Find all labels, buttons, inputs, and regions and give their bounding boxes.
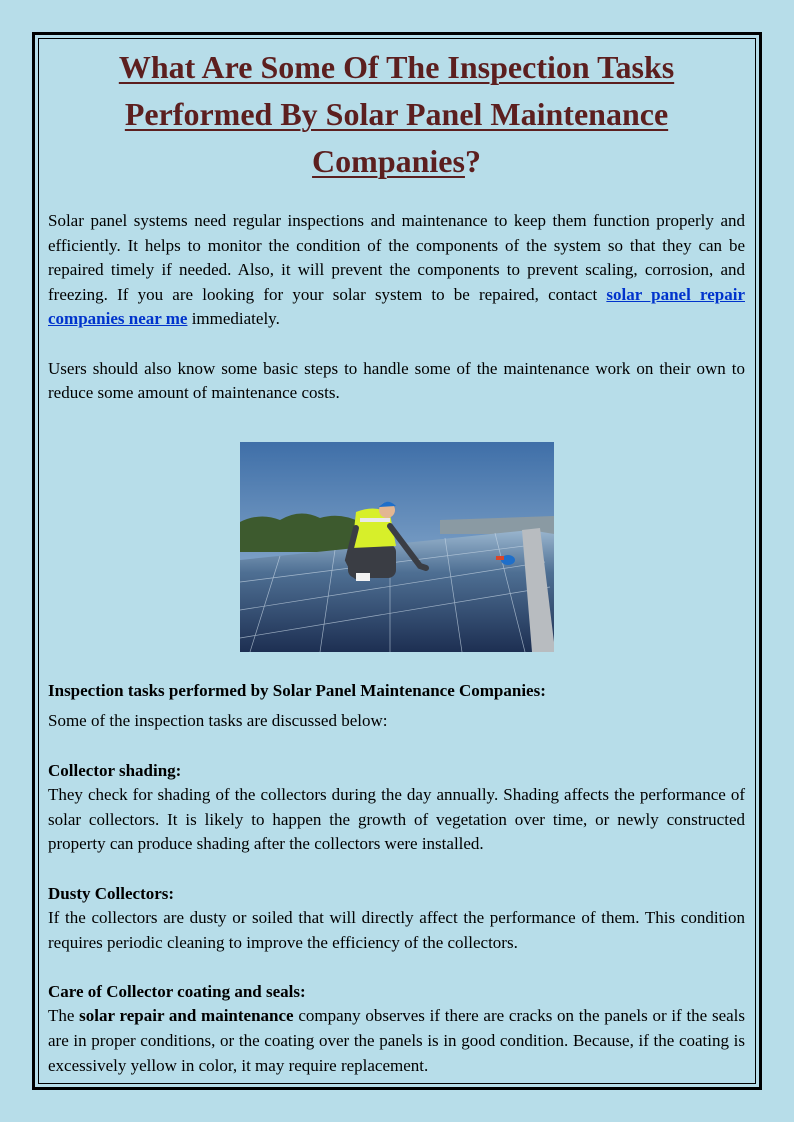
intro-text-after: immediately. [187, 309, 280, 329]
title-question-mark: ? [464, 143, 481, 179]
document-body [48, 44, 745, 1078]
coating-bold-phrase: solar repair and maintenance [79, 1006, 294, 1026]
inspection-intro: Some of the inspection tasks are discussed below: [48, 711, 388, 731]
section-title-dusty: Dusty Collectors: [48, 883, 175, 903]
section-body-shading: They check for shading of the collectors during the day annually. Shading affects the performance of solar collectors. It is likely to happen the growth of vegetation over time, or newly constructed property can produce shading after the collectors were installed. [48, 785, 745, 854]
intro-text-before: Solar panel systems need regular inspections and maintenance to keep them function properly and efficiently. It helps to monitor the condition of the components of the system so that they can be repaired timely if needed. Also, it will prevent the components to prevent scaling, corrosion, and freezing. If you are looking for your solar system to be repaired, contact [48, 211, 745, 304]
maintenance-paragraph: Users should also know some basic steps to handle some of the maintenance work on their own to reduce some amount of maintenance costs. [48, 358, 745, 403]
section-body-coating [48, 1004, 745, 1078]
title-line-1: What Are Some Of The Inspection Tasks [118, 49, 675, 85]
coating-text-before: The [48, 1006, 80, 1026]
inspection-heading: Inspection tasks performed by Solar Panel Maintenance Companies: [48, 680, 546, 700]
intro-paragraph [48, 209, 745, 332]
solar-panel-worker-photo [240, 442, 554, 652]
coating-text-after: company observes if there are cracks on the panels or if the seals are in proper conditions, or the coating over the panels is in good condition. Because, if the coating is excessively yellow in color, it may require replacement. [48, 1006, 745, 1075]
repair-companies-link[interactable]: solar panel repair companies near me [48, 284, 745, 329]
title-line-2: Performed By Solar Panel Maintenance [124, 96, 669, 132]
photo-container [48, 442, 745, 652]
section-body-dusty: If the collectors are dusty or soiled that will directly affect the performance of them. This condition requires periodic cleaning to improve the efficiency of the collectors. [48, 908, 745, 952]
section-title-coating: Care of Collector coating and seals: [48, 981, 306, 1001]
section-title-shading: Collector shading: [48, 760, 182, 780]
page-title [48, 44, 745, 185]
title-line-3: Companies [312, 143, 465, 179]
